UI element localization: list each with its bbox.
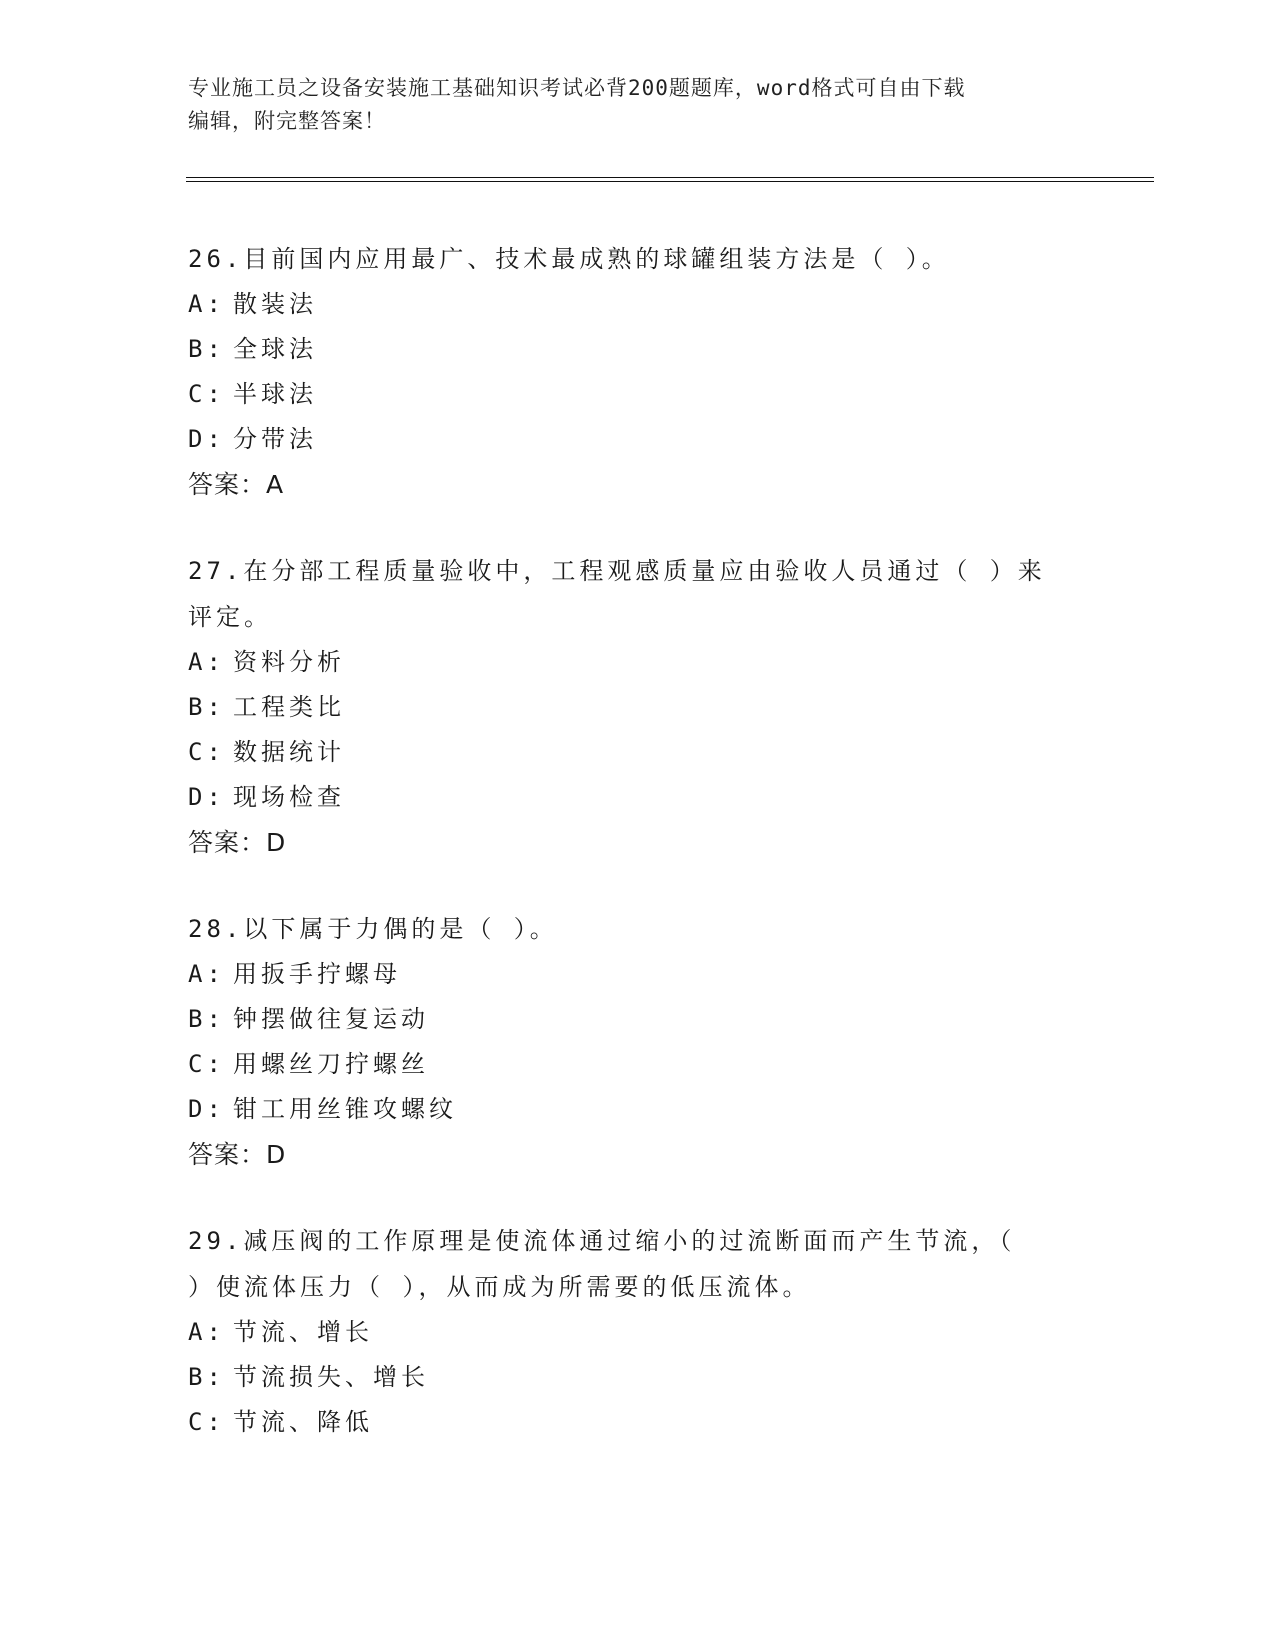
option-letter: A: — [188, 648, 225, 676]
option-c — [188, 1400, 1068, 1445]
question-stem: 28.以下属于力偶的是（ ）。 — [188, 915, 558, 943]
option-letter: B: — [188, 693, 225, 721]
option-letter: A: — [188, 290, 225, 318]
question-stem: 27.在分部工程质量验收中，工程观感质量应由验收人员通过（ ）来 — [188, 557, 1046, 585]
option-b — [188, 1355, 1068, 1400]
option-text: 半球法 — [233, 380, 317, 408]
question-stem: 26.目前国内应用最广、技术最成熟的球罐组装方法是（ ）。 — [188, 245, 950, 273]
option-b — [188, 685, 1068, 730]
option-text: 资料分析 — [233, 648, 345, 676]
question-29 — [188, 1218, 1068, 1445]
option-text: 分带法 — [233, 425, 317, 453]
option-letter: D: — [188, 1095, 225, 1123]
option-text: 节流、增长 — [233, 1318, 373, 1346]
option-letter: C: — [188, 380, 225, 408]
option-letter: B: — [188, 1005, 225, 1033]
document-header — [188, 72, 1088, 138]
option-d — [188, 775, 1068, 820]
option-a — [188, 952, 1068, 997]
header-title-line-2: 编辑，附完整答案！ — [188, 109, 386, 133]
option-d — [188, 417, 1068, 462]
option-text: 数据统计 — [233, 738, 345, 766]
option-text: 现场检查 — [233, 783, 345, 811]
option-letter: A: — [188, 1318, 225, 1346]
answer-line: 答案：D — [188, 828, 287, 857]
option-text: 钟摆做往复运动 — [233, 1005, 429, 1033]
option-letter: B: — [188, 335, 225, 363]
option-text: 节流、降低 — [233, 1408, 373, 1436]
option-d — [188, 1087, 1068, 1132]
question-27 — [188, 548, 1068, 866]
option-letter: C: — [188, 1408, 225, 1436]
option-c — [188, 372, 1068, 417]
option-a — [188, 1310, 1068, 1355]
question-26 — [188, 236, 1068, 508]
option-text: 散装法 — [233, 290, 317, 318]
option-text: 全球法 — [233, 335, 317, 363]
option-a — [188, 282, 1068, 327]
option-letter: D: — [188, 425, 225, 453]
question-stem-continued: 评定。 — [188, 603, 272, 631]
header-title-line-1: 专业施工员之设备安装施工基础知识考试必背200题题库，word格式可自由下载 — [188, 76, 966, 100]
option-b — [188, 327, 1068, 372]
option-c — [188, 1042, 1068, 1087]
option-text: 钳工用丝锥攻螺纹 — [233, 1095, 457, 1123]
option-b — [188, 997, 1068, 1042]
answer-line: 答案：A — [188, 470, 285, 499]
option-text: 节流损失、增长 — [233, 1363, 429, 1391]
question-stem: 29.减压阀的工作原理是使流体通过缩小的过流断面而产生节流，（ — [188, 1227, 1016, 1255]
option-c — [188, 730, 1068, 775]
option-text: 用扳手拧螺母 — [233, 960, 401, 988]
question-list — [188, 236, 1068, 1485]
option-letter: B: — [188, 1363, 225, 1391]
question-stem-continued: ）使流体压力（ ），从而成为所需要的低压流体。 — [188, 1273, 811, 1301]
option-letter: A: — [188, 960, 225, 988]
option-letter: D: — [188, 783, 225, 811]
question-28 — [188, 906, 1068, 1178]
option-text: 工程类比 — [233, 693, 345, 721]
option-a — [188, 640, 1068, 685]
answer-line: 答案：D — [188, 1140, 287, 1169]
header-divider — [186, 177, 1154, 182]
option-letter: C: — [188, 738, 225, 766]
option-letter: C: — [188, 1050, 225, 1078]
option-text: 用螺丝刀拧螺丝 — [233, 1050, 429, 1078]
